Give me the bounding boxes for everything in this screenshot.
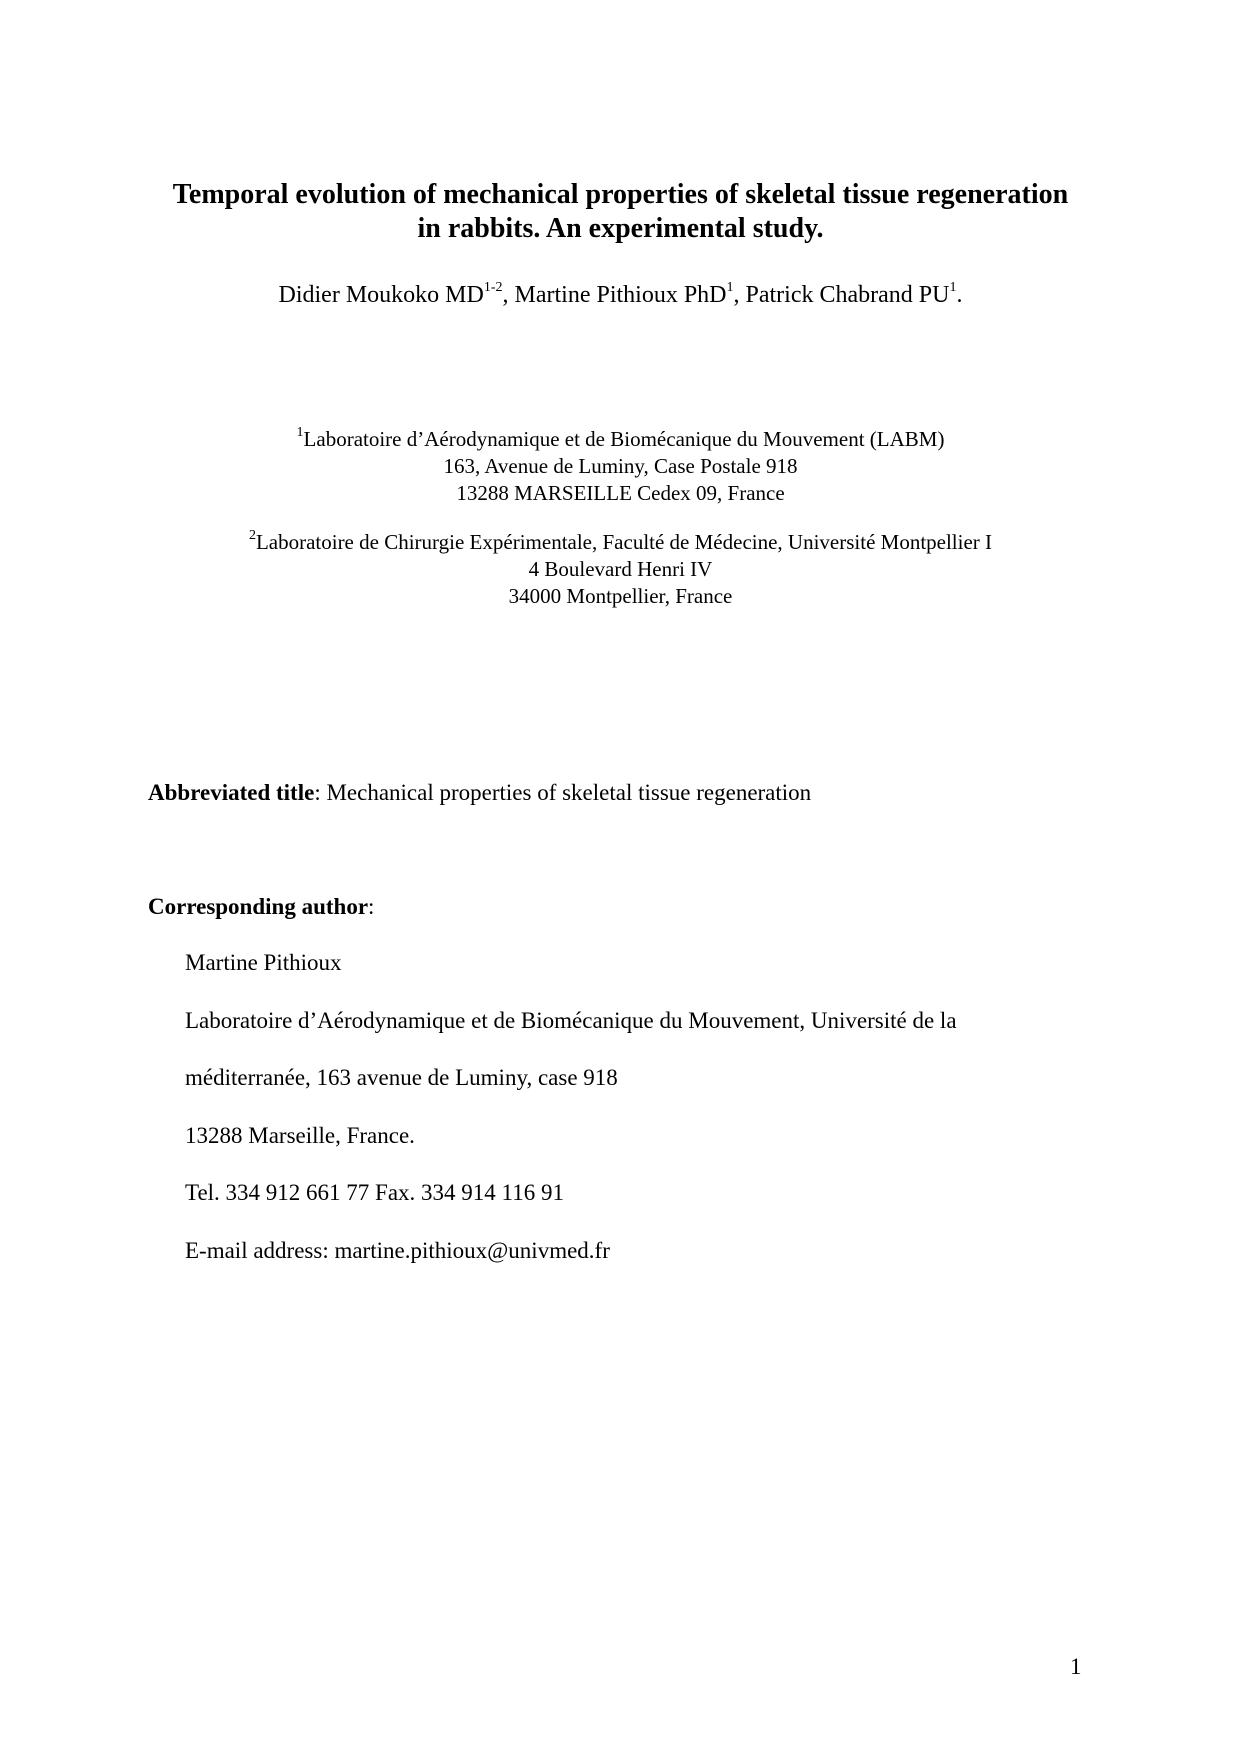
corresponding-author-colon: : bbox=[368, 894, 375, 919]
affiliation-line: 13288 MARSEILLE Cedex 09, France bbox=[456, 481, 785, 505]
paper-title bbox=[0, 178, 1241, 246]
affiliation-line: 34000 Montpellier, France bbox=[508, 584, 733, 608]
contact-city: 13288 Marseille, France. bbox=[185, 1122, 415, 1148]
author-name: Patrick Chabrand PU bbox=[745, 282, 950, 308]
abbreviated-title-label: Abbreviated title bbox=[148, 780, 315, 805]
author-separator: . bbox=[956, 282, 963, 308]
affiliation-line bbox=[0, 426, 1241, 453]
author-affiliation-mark: 1 bbox=[726, 280, 734, 295]
author-name: Didier Moukoko MD bbox=[278, 282, 484, 308]
author-name: Martine Pithioux PhD bbox=[514, 282, 727, 308]
author-separator: , bbox=[733, 282, 746, 308]
affiliation-mark: 1 bbox=[296, 425, 304, 440]
abbreviated-title bbox=[148, 778, 811, 808]
corresponding-author-details bbox=[185, 948, 1145, 1293]
affiliation-line: 4 Boulevard Henri IV bbox=[528, 557, 713, 581]
contact-phone-fax: Tel. 334 912 661 77 Fax. 334 914 116 91 bbox=[185, 1180, 564, 1205]
author-affiliation-mark: 1-2 bbox=[483, 280, 503, 295]
corresponding-author-label: Corresponding author bbox=[148, 894, 369, 919]
contact-email: E-mail address: martine.pithioux@univmed.fr bbox=[185, 1237, 610, 1263]
paper-title-line-1: Temporal evolution of mechanical properties of skeletal tissue regeneration bbox=[172, 179, 1069, 210]
affiliation-line: 163, Avenue de Luminy, Case Postale 918 bbox=[443, 454, 798, 478]
contact-address-line: Laboratoire d’Aérodynamique et de Biomécanique du Mouvement, Université de la bbox=[185, 1007, 957, 1033]
author-separator: , bbox=[502, 282, 515, 308]
affiliation-institution: Laboratoire d’Aérodynamique et de Biomécanique du Mouvement (LABM) bbox=[303, 427, 945, 451]
affiliation-mark: 2 bbox=[248, 528, 256, 543]
contact-name: Martine Pithioux bbox=[185, 950, 342, 975]
corresponding-author-heading bbox=[148, 892, 374, 922]
author-list bbox=[0, 280, 1241, 310]
paper-title-line-2: in rabbits. An experimental study. bbox=[417, 213, 824, 244]
affiliation-institution: Laboratoire de Chirurgie Expérimentale, Faculté de Médecine, Université Montpellier I bbox=[255, 530, 993, 554]
page-number: 1 bbox=[1070, 1654, 1082, 1679]
contact-address-line: méditerranée, 163 avenue de Luminy, case 918 bbox=[185, 1065, 618, 1090]
affiliation-line bbox=[0, 529, 1241, 556]
author-affiliation-mark: 1 bbox=[949, 280, 957, 295]
abbreviated-title-text: : Mechanical properties of skeletal tissue regeneration bbox=[314, 780, 812, 805]
affiliation-1 bbox=[0, 426, 1241, 507]
affiliation-2 bbox=[0, 529, 1241, 610]
